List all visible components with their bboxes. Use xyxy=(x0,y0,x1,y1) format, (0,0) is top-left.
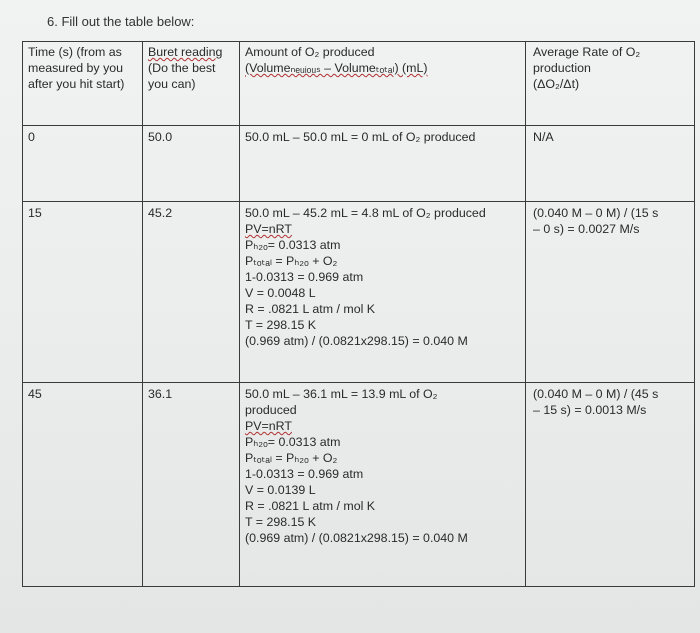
cell-buret: 36.1 xyxy=(143,383,240,587)
amount-line: 50.0 mL – 36.1 mL = 13.9 mL of O₂ xyxy=(245,387,438,401)
cell-time: 15 xyxy=(23,202,143,383)
amount-line: R = .0821 L atm / mol K xyxy=(245,499,376,513)
cell-amount xyxy=(240,383,526,587)
amount-line: 1-0.0313 = 0.969 atm xyxy=(245,467,364,481)
header-rate-line: Average Rate of O₂ xyxy=(533,45,641,59)
amount-line: T = 298.15 K xyxy=(245,318,317,332)
header-row xyxy=(23,42,695,126)
amount-line: 1-0.0313 = 0.969 atm xyxy=(245,270,364,284)
table-row xyxy=(23,126,695,202)
amount-line: Pₕ₂ₒ= 0.0313 atm xyxy=(245,238,341,252)
header-rate-line: production xyxy=(533,61,591,75)
cell-buret: 45.2 xyxy=(143,202,240,383)
amount-line: Pₜₒₜₐₗ = Pₕ₂ₒ + O₂ xyxy=(245,254,338,268)
table-row xyxy=(23,202,695,383)
header-buret xyxy=(143,42,240,126)
cell-buret: 50.0 xyxy=(143,126,240,202)
amount-line: PV=nRT xyxy=(245,222,292,236)
amount-line: produced xyxy=(245,403,297,417)
amount-line: Pₜₒₜₐₗ = Pₕ₂ₒ + O₂ xyxy=(245,451,338,465)
amount-line: T = 298.15 K xyxy=(245,515,317,529)
header-buret-line: you can) xyxy=(148,77,196,91)
amount-line: V = 0.0139 L xyxy=(245,483,316,497)
header-amount-line: Amount of O₂ produced xyxy=(245,45,375,59)
cell-rate xyxy=(526,383,695,587)
cell-time: 45 xyxy=(23,383,143,587)
table-row xyxy=(23,383,695,587)
amount-line: (0.969 atm) / (0.0821x298.15) = 0.040 M xyxy=(245,334,468,348)
question-title: 6. Fill out the table below: xyxy=(47,14,195,29)
data-table xyxy=(22,41,695,587)
amount-line: Pₕ₂ₒ= 0.0313 atm xyxy=(245,435,341,449)
cell-amount xyxy=(240,126,526,202)
amount-line: V = 0.0048 L xyxy=(245,286,316,300)
rate-line: – 0 s) = 0.0027 M/s xyxy=(533,222,640,236)
amount-line: 50.0 mL – 50.0 mL = 0 mL of O₂ produced xyxy=(245,130,476,144)
header-time-line: Time (s) (from as xyxy=(28,45,122,59)
header-buret-line: Buret reading xyxy=(148,45,223,59)
rate-line: (0.040 M – 0 M) / (45 s xyxy=(533,387,659,401)
cell-time: 0 xyxy=(23,126,143,202)
header-time xyxy=(23,42,143,126)
header-amount-line: (Volumeₙₑᵤᵢₒᵤₛ – Volumeₜₒₜₐₗ) (mL) xyxy=(245,61,428,75)
header-buret-line: (Do the best xyxy=(148,61,216,75)
header-amount xyxy=(240,42,526,126)
rate-line: (0.040 M – 0 M) / (15 s xyxy=(533,206,659,220)
rate-line: N/A xyxy=(533,130,554,144)
header-time-line: after you hit start) xyxy=(28,77,125,91)
cell-amount xyxy=(240,202,526,383)
amount-line: PV=nRT xyxy=(245,419,292,433)
amount-line: (0.969 atm) / (0.0821x298.15) = 0.040 M xyxy=(245,531,468,545)
header-rate-line: (ΔO₂/Δt) xyxy=(533,77,580,91)
cell-rate xyxy=(526,202,695,383)
header-time-line: measured by you xyxy=(28,61,124,75)
amount-line: R = .0821 L atm / mol K xyxy=(245,302,376,316)
amount-line: 50.0 mL – 45.2 mL = 4.8 mL of O₂ produced xyxy=(245,206,486,220)
header-rate xyxy=(526,42,695,126)
rate-line: – 15 s) = 0.0013 M/s xyxy=(533,403,647,417)
cell-rate xyxy=(526,126,695,202)
